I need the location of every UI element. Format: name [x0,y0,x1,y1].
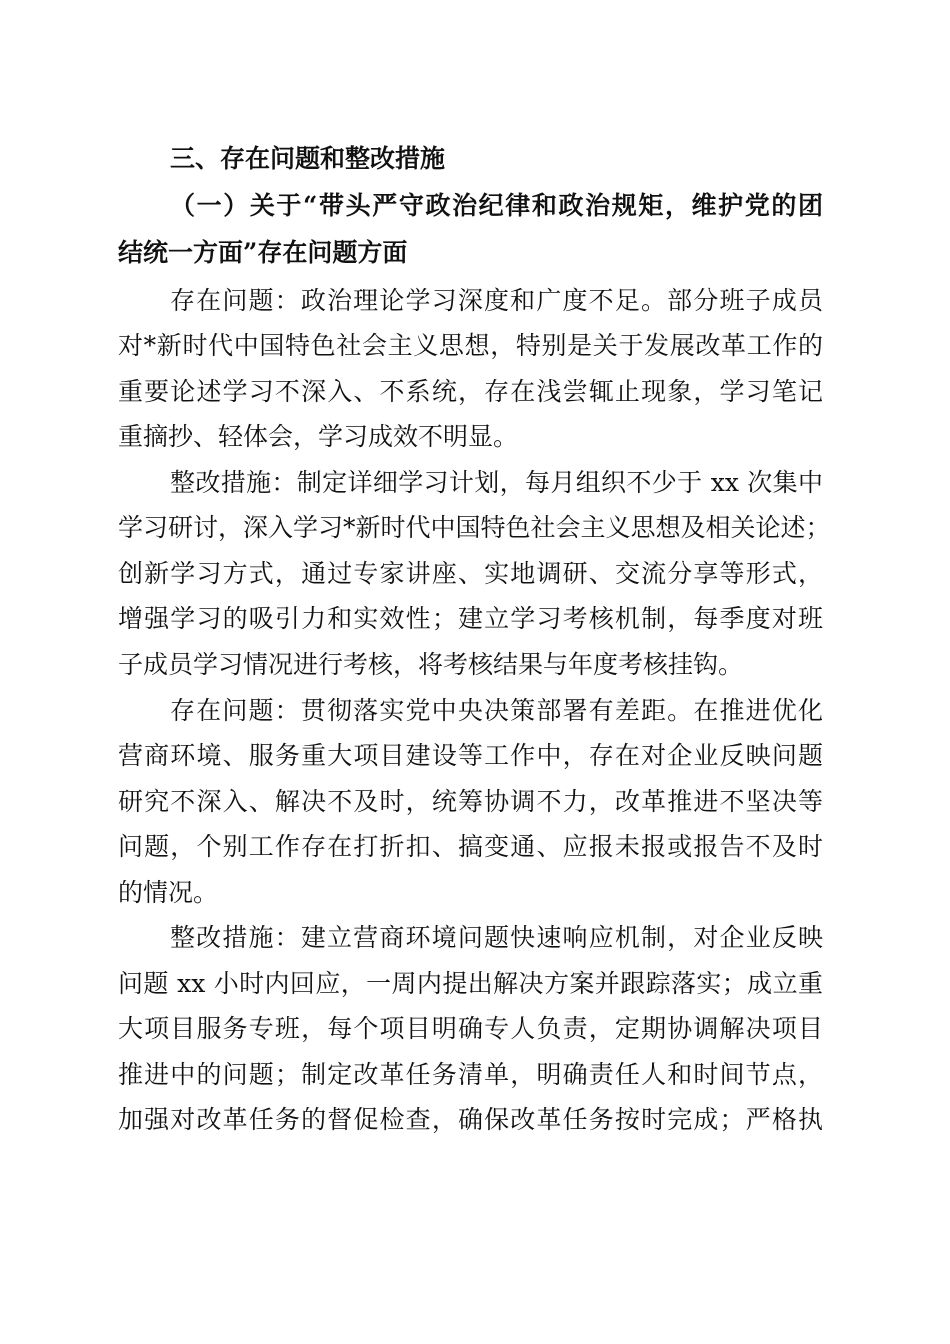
paragraph-line: 增强学习的吸引力和实效性；建立学习考核机制，每季度对班 [118,604,823,633]
paragraph-line: 整改措施：建立营商环境问题快速响应机制，对企业反映 [170,923,823,952]
paragraph-line: 整改措施：制定详细学习计划，每月组织不少于 xx 次集中 [170,468,823,497]
paragraph-line: 创新学习方式，通过专家讲座、实地调研、交流分享等形式， [118,559,823,588]
paragraph-line: 问题 xx 小时内回应，一周内提出解决方案并跟踪落实；成立重 [118,969,823,998]
paragraph-line: 推进中的问题；制定改革任务清单，明确责任人和时间节点， [118,1060,823,1089]
paragraph-line: 对*新时代中国特色社会主义思想，特别是关于发展改革工作的 [118,331,823,360]
paragraph-line: 重摘抄、轻体会，学习成效不明显。 [118,422,519,451]
section-heading: 三、存在问题和整改措施 [170,144,446,173]
paragraph-line: 加强对改革任务的督促检查，确保改革任务按时完成；严格执 [118,1105,823,1134]
paragraph-line: 研究不深入、解决不及时，统筹协调不力，改革推进不坚决等 [118,787,823,816]
paragraph-line: 的情况。 [118,878,219,907]
paragraph-line: 问题，个别工作存在打折扣、搞变通、应报未报或报告不及时 [118,832,823,861]
paragraph-line: 存在问题：政治理论学习深度和广度不足。部分班子成员 [170,286,823,315]
subsection-heading-line-2: 结统一方面”存在问题方面 [118,238,408,267]
paragraph-line: 学习研讨，深入学习*新时代中国特色社会主义思想及相关论述； [118,513,831,542]
paragraph-line: 营商环境、服务重大项目建设等工作中，存在对企业反映问题 [118,741,823,770]
paragraph-line: 重要论述学习不深入、不系统，存在浅尝辄止现象，学习笔记 [118,377,823,406]
paragraph-line: 子成员学习情况进行考核，将考核结果与年度考核挂钩。 [118,650,744,679]
subsection-heading-line-1: （一）关于“带头严守政治纪律和政治规矩，维护党的团 [170,191,823,220]
paragraph-line: 大项目服务专班，每个项目明确专人负责，定期协调解决项目 [118,1014,823,1043]
paragraph-line: 存在问题：贯彻落实党中央决策部署有差距。在推进优化 [170,696,823,725]
